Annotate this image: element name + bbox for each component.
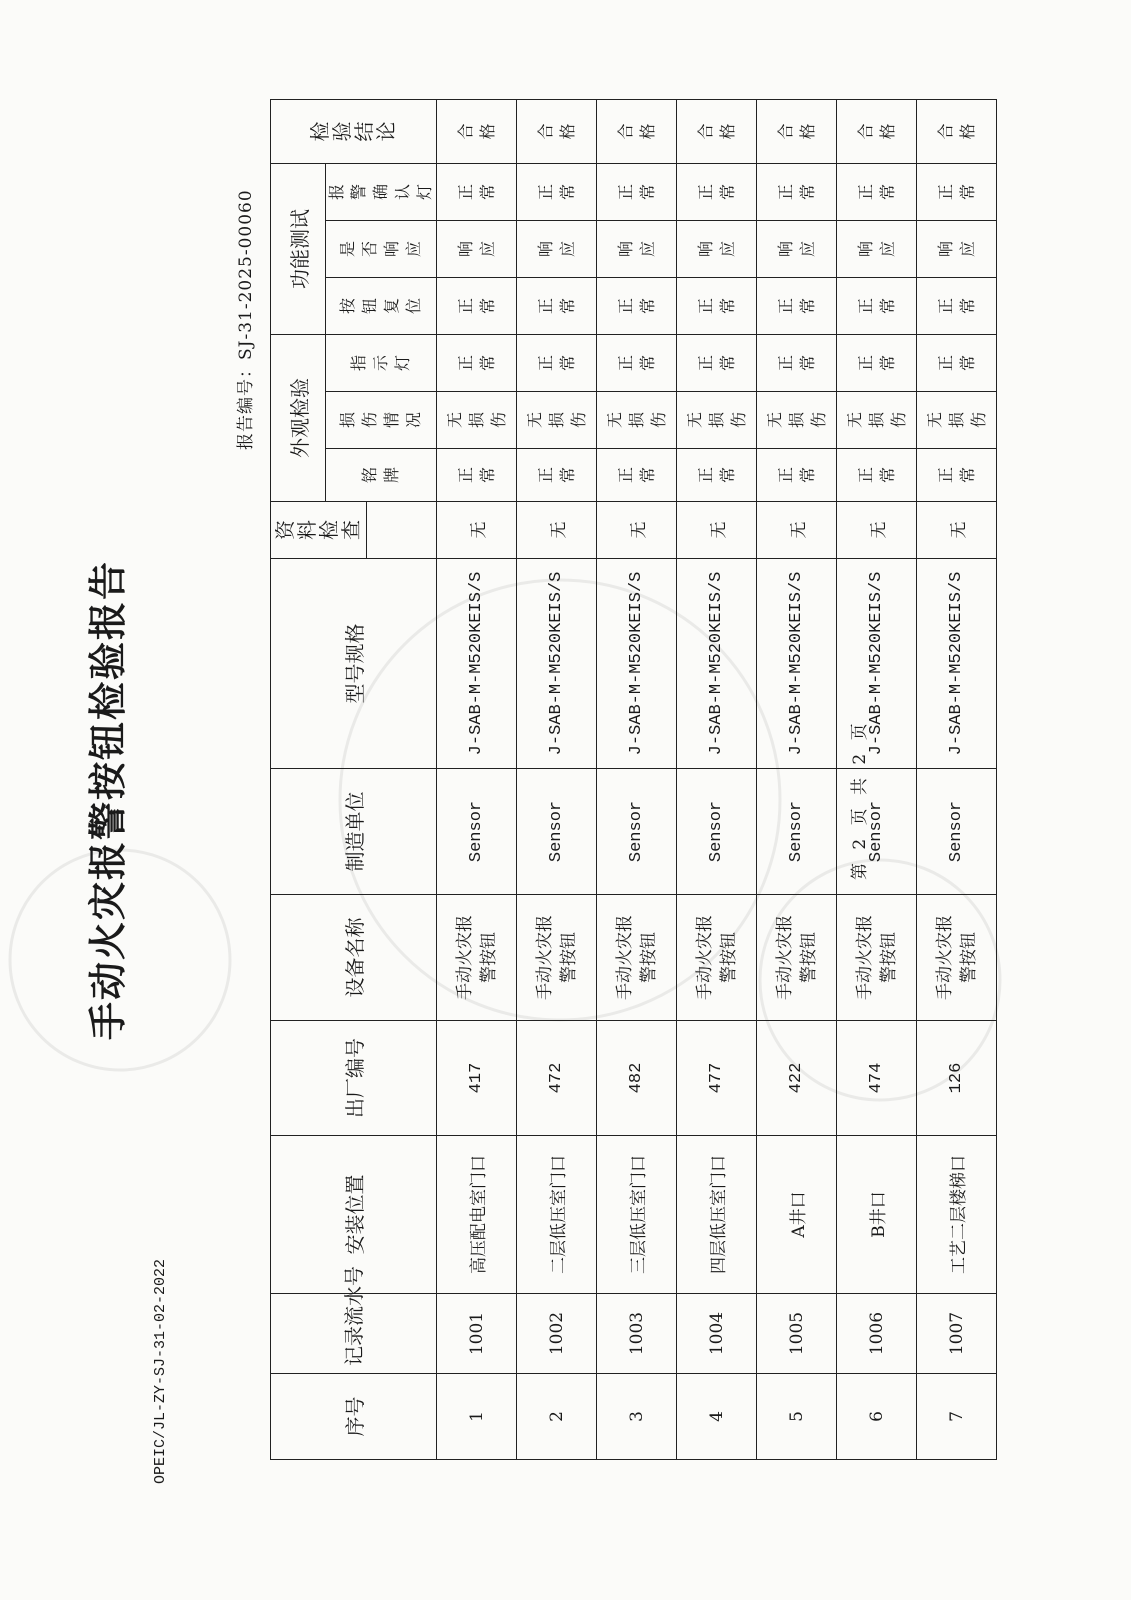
cell-damage: 无损伤 — [837, 392, 917, 449]
cell-maker: Sensor — [517, 769, 597, 895]
cell-seq: 1 — [437, 1374, 517, 1460]
cell-location: 高压配电室门口 — [437, 1136, 517, 1294]
table-row — [677, 99, 757, 1459]
cell-location: A井口 — [757, 1136, 837, 1294]
cell-nameplate: 正常 — [757, 449, 837, 502]
cell-device: 手动火灾报警按钮 — [437, 895, 517, 1021]
cell-model: J-SAB-M-M520KEIS/S — [677, 559, 757, 769]
cell-record-no: 1003 — [597, 1294, 677, 1374]
cell-record-no: 1006 — [837, 1294, 917, 1374]
cell-maker: Sensor — [437, 769, 517, 895]
cell-docs: 无 — [837, 502, 917, 559]
cell-maker: Sensor — [757, 769, 837, 895]
cell-conclusion: 合格 — [917, 99, 997, 163]
cell-seq: 3 — [597, 1374, 677, 1460]
cell-seq: 2 — [517, 1374, 597, 1460]
cell-seq: 6 — [837, 1374, 917, 1460]
cell-response: 响应 — [917, 220, 997, 277]
cell-model: J-SAB-M-M520KEIS/S — [757, 559, 837, 769]
cell-location: B井口 — [837, 1136, 917, 1294]
cell-nameplate: 正常 — [837, 449, 917, 502]
cell-maker: Sensor — [837, 769, 917, 895]
cell-confirm-light: 正常 — [917, 163, 997, 220]
cell-model: J-SAB-M-M520KEIS/S — [917, 559, 997, 769]
cell-docs: 无 — [597, 502, 677, 559]
cell-confirm-light: 正常 — [757, 163, 837, 220]
table-row — [757, 99, 837, 1459]
cell-response: 响应 — [437, 220, 517, 277]
cell-device: 手动火灾报警按钮 — [917, 895, 997, 1021]
cell-device: 手动火灾报警按钮 — [597, 895, 677, 1021]
header-serial: 出厂编号 — [271, 1021, 437, 1136]
cell-confirm-light: 正常 — [517, 163, 597, 220]
header-function: 功能测试 — [271, 163, 326, 334]
cell-indicator: 正常 — [837, 334, 917, 391]
form-code: OPEIC/JL-ZY-SJ-31-02-2022 — [152, 1258, 169, 1484]
cell-confirm-light: 正常 — [597, 163, 677, 220]
cell-indicator: 正常 — [677, 334, 757, 391]
cell-conclusion: 合格 — [837, 99, 917, 163]
table-row — [437, 99, 517, 1459]
header-maker: 制造单位 — [271, 769, 437, 895]
cell-record-no: 1001 — [437, 1294, 517, 1374]
cell-damage: 无损伤 — [437, 392, 517, 449]
cell-conclusion: 合格 — [517, 99, 597, 163]
cell-maker: Sensor — [677, 769, 757, 895]
header-response: 是否响应 — [326, 220, 437, 277]
cell-serial: 482 — [597, 1021, 677, 1136]
cell-nameplate: 正常 — [437, 449, 517, 502]
table-row — [597, 99, 677, 1459]
cell-model: J-SAB-M-M520KEIS/S — [597, 559, 677, 769]
cell-nameplate: 正常 — [597, 449, 677, 502]
cell-confirm-light: 正常 — [677, 163, 757, 220]
rotated-report-page — [65, 100, 1065, 1500]
cell-serial: 477 — [677, 1021, 757, 1136]
cell-docs: 无 — [437, 502, 517, 559]
cell-device: 手动火灾报警按钮 — [677, 895, 757, 1021]
cell-device: 手动火灾报警按钮 — [757, 895, 837, 1021]
cell-seq: 5 — [757, 1374, 837, 1460]
cell-nameplate: 正常 — [917, 449, 997, 502]
cell-response: 响应 — [517, 220, 597, 277]
cell-model: J-SAB-M-M520KEIS/S — [517, 559, 597, 769]
cell-damage: 无损伤 — [757, 392, 837, 449]
cell-reset: 正常 — [917, 277, 997, 334]
cell-indicator: 正常 — [917, 334, 997, 391]
page-indicator: 第 2 页 共 2 页 — [850, 719, 870, 880]
cell-conclusion: 合格 — [597, 99, 677, 163]
cell-indicator: 正常 — [437, 334, 517, 391]
cell-docs: 无 — [677, 502, 757, 559]
cell-location: 工艺二层楼梯口 — [917, 1136, 997, 1294]
cell-serial: 422 — [757, 1021, 837, 1136]
cell-device: 手动火灾报警按钮 — [517, 895, 597, 1021]
cell-maker: Sensor — [917, 769, 997, 895]
table-header-row-1 — [271, 99, 326, 1459]
cell-docs: 无 — [517, 502, 597, 559]
cell-location: 三层低压室门口 — [597, 1136, 677, 1294]
cell-nameplate: 正常 — [517, 449, 597, 502]
cell-conclusion: 合格 — [757, 99, 837, 163]
header-damage: 损伤情况 — [326, 392, 437, 449]
cell-response: 响应 — [677, 220, 757, 277]
cell-response: 响应 — [837, 220, 917, 277]
header-conclusion: 检验结论 — [271, 99, 437, 163]
header-model: 型号规格 — [271, 559, 437, 769]
cell-serial: 472 — [517, 1021, 597, 1136]
header-appearance: 外观检验 — [271, 334, 326, 501]
cell-indicator: 正常 — [517, 334, 597, 391]
table-row — [917, 99, 997, 1459]
header-location: 安装位置 — [271, 1136, 437, 1294]
cell-response: 响应 — [757, 220, 837, 277]
header-indicator: 指示灯 — [326, 334, 437, 391]
cell-seq: 7 — [917, 1374, 997, 1460]
cell-conclusion: 合格 — [677, 99, 757, 163]
header-record-no: 记录流水号 — [271, 1294, 437, 1374]
header-nameplate: 铭牌 — [326, 449, 437, 502]
cell-docs: 无 — [757, 502, 837, 559]
cell-nameplate: 正常 — [677, 449, 757, 502]
cell-seq: 4 — [677, 1374, 757, 1460]
report-title: 手动火灾报警按钮检验报告 — [86, 560, 130, 1041]
cell-conclusion: 合格 — [437, 99, 517, 163]
cell-serial: 474 — [837, 1021, 917, 1136]
cell-damage: 无损伤 — [917, 392, 997, 449]
cell-model: J-SAB-M-M520KEIS/S — [437, 559, 517, 769]
cell-record-no: 1004 — [677, 1294, 757, 1374]
header-docs: 资料检查 — [271, 502, 367, 559]
cell-reset: 正常 — [757, 277, 837, 334]
table-row — [517, 99, 597, 1459]
cell-record-no: 1007 — [917, 1294, 997, 1374]
cell-record-no: 1002 — [517, 1294, 597, 1374]
cell-docs: 无 — [917, 502, 997, 559]
cell-response: 响应 — [597, 220, 677, 277]
cell-damage: 无损伤 — [517, 392, 597, 449]
cell-indicator: 正常 — [597, 334, 677, 391]
cell-reset: 正常 — [437, 277, 517, 334]
header-confirm-light: 报警确认灯 — [326, 163, 437, 220]
cell-model: J-SAB-M-M520KEIS/S — [837, 559, 917, 769]
cell-device: 手动火灾报警按钮 — [837, 895, 917, 1021]
cell-damage: 无损伤 — [677, 392, 757, 449]
cell-reset: 正常 — [517, 277, 597, 334]
cell-location: 二层低压室门口 — [517, 1136, 597, 1294]
cell-confirm-light: 正常 — [837, 163, 917, 220]
header-docs-spacer — [366, 502, 436, 559]
cell-serial: 417 — [437, 1021, 517, 1136]
table-body — [437, 99, 997, 1459]
inspection-table — [270, 99, 997, 1460]
cell-reset: 正常 — [597, 277, 677, 334]
report-number: 报告编号：SJ-31-2025-00060 — [236, 189, 256, 450]
header-device: 设备名称 — [271, 895, 437, 1021]
cell-maker: Sensor — [597, 769, 677, 895]
cell-serial: 126 — [917, 1021, 997, 1136]
cell-record-no: 1005 — [757, 1294, 837, 1374]
header-reset: 按钮复位 — [326, 277, 437, 334]
cell-indicator: 正常 — [757, 334, 837, 391]
cell-location: 四层低压室门口 — [677, 1136, 757, 1294]
cell-reset: 正常 — [837, 277, 917, 334]
cell-damage: 无损伤 — [597, 392, 677, 449]
cell-reset: 正常 — [677, 277, 757, 334]
header-seq: 序号 — [271, 1374, 437, 1460]
cell-confirm-light: 正常 — [437, 163, 517, 220]
